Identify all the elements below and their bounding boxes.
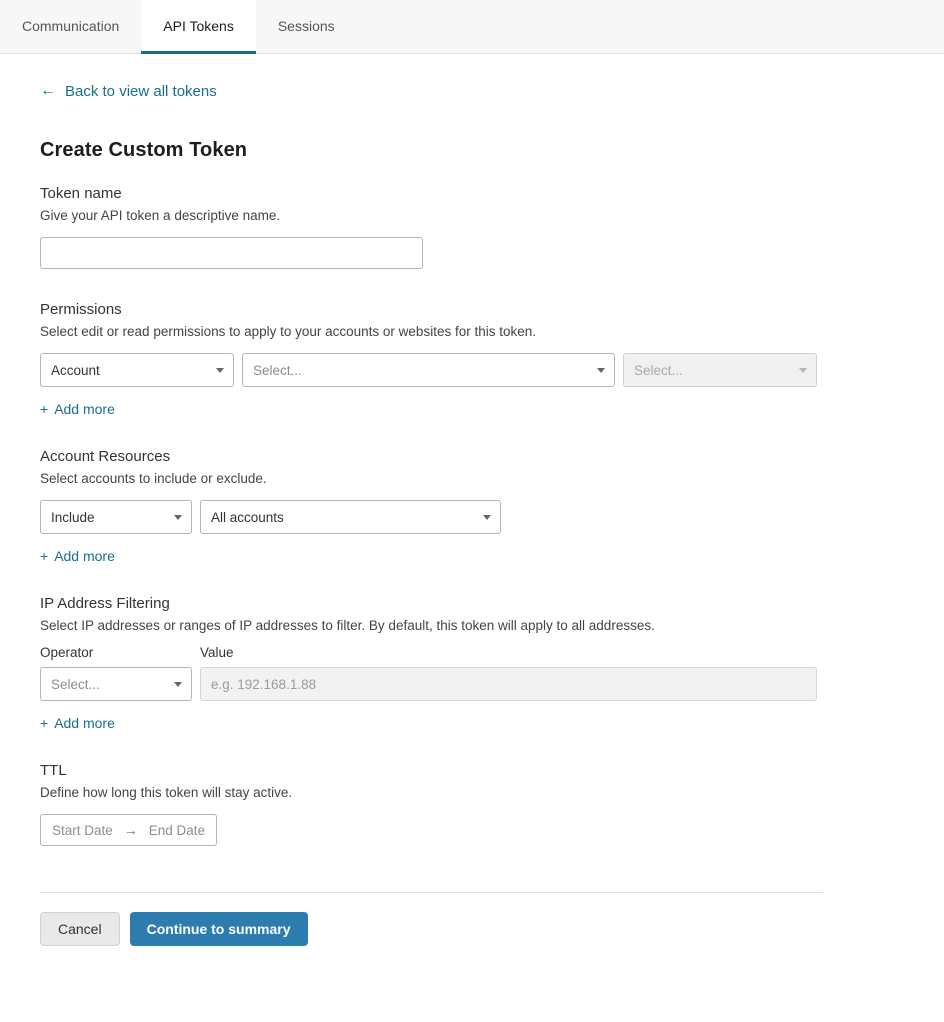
ttl-title: TTL (40, 762, 67, 779)
page-title: Create Custom Token (40, 139, 248, 161)
ip-filtering-description: Select IP addresses or ranges of IP addresses to filter. By default, this token will apply to all addresses. (40, 618, 655, 633)
tab-api-tokens[interactable] (141, 0, 256, 54)
arrow-left-icon: ← (40, 82, 56, 99)
account-resources-accounts-value: All accounts (211, 509, 284, 525)
account-resources-add-more-label: Add more (54, 548, 115, 564)
section-ttl (40, 762, 904, 846)
account-resources-description: Select accounts to include or exclude. (40, 471, 267, 486)
ttl-date-range-picker[interactable] (40, 814, 217, 846)
ip-filtering-add-more-button[interactable] (40, 715, 115, 731)
page-content (0, 54, 944, 976)
footer-divider (40, 892, 823, 893)
tab-bar (0, 0, 944, 54)
plus-icon: + (40, 715, 49, 731)
back-to-all-tokens-link[interactable] (40, 83, 217, 100)
chevron-down-icon (483, 515, 491, 520)
ip-filtering-add-more-label: Add more (54, 715, 115, 731)
section-token-name (40, 185, 904, 269)
form-footer (40, 912, 904, 976)
account-resources-mode-select[interactable] (40, 500, 192, 534)
chevron-down-icon (799, 368, 807, 373)
permission-resource-select[interactable] (242, 353, 615, 387)
section-ip-filtering (40, 595, 904, 733)
arrow-right-icon: → (123, 822, 138, 838)
operator-label: Operator (40, 645, 94, 660)
continue-to-summary-button[interactable]: Continue to summary (130, 912, 308, 946)
ttl-end-date[interactable]: End Date (148, 822, 206, 838)
permissions-add-more-label: Add more (54, 401, 115, 417)
ip-operator-value: Select... (51, 676, 100, 692)
permission-scope-value: Account (51, 362, 100, 378)
account-resources-row (40, 500, 904, 534)
ip-value-input[interactable] (200, 667, 817, 701)
tab-api-tokens-label: API Tokens (163, 17, 234, 34)
section-account-resources (40, 448, 904, 566)
section-permissions (40, 301, 904, 419)
ip-filtering-title: IP Address Filtering (40, 595, 170, 612)
tab-sessions[interactable] (256, 0, 357, 54)
ttl-description: Define how long this token will stay active. (40, 785, 293, 800)
permissions-row (40, 353, 904, 387)
plus-icon: + (40, 401, 49, 417)
token-name-title: Token name (40, 185, 122, 202)
permission-scope-select[interactable] (40, 353, 234, 387)
token-name-description: Give your API token a descriptive name. (40, 208, 281, 223)
ip-filtering-row (40, 667, 904, 701)
account-resources-title: Account Resources (40, 448, 171, 465)
chevron-down-icon (597, 368, 605, 373)
ip-filtering-field-labels (40, 645, 904, 660)
account-resources-add-more-button[interactable] (40, 548, 115, 564)
ttl-start-date[interactable]: Start Date (52, 822, 113, 838)
token-name-input[interactable] (40, 237, 423, 269)
cancel-button[interactable]: Cancel (40, 912, 120, 946)
tab-communication-label: Communication (22, 17, 120, 34)
permissions-add-more-button[interactable] (40, 401, 115, 417)
chevron-down-icon (174, 515, 182, 520)
chevron-down-icon (174, 682, 182, 687)
value-label: Value (200, 645, 234, 660)
chevron-down-icon (216, 368, 224, 373)
account-resources-accounts-select[interactable] (200, 500, 501, 534)
tab-sessions-label: Sessions (277, 17, 335, 34)
permission-level-value: Select... (634, 362, 683, 378)
back-link-label: Back to view all tokens (65, 82, 217, 100)
tab-communication[interactable] (0, 0, 141, 54)
account-resources-mode-value: Include (51, 509, 95, 525)
plus-icon: + (40, 548, 49, 564)
permission-level-select (623, 353, 817, 387)
permission-resource-value: Select... (253, 362, 302, 378)
ip-operator-select[interactable] (40, 667, 192, 701)
permissions-description: Select edit or read permissions to apply to your accounts or websites for this token. (40, 324, 536, 339)
permissions-title: Permissions (40, 301, 122, 318)
